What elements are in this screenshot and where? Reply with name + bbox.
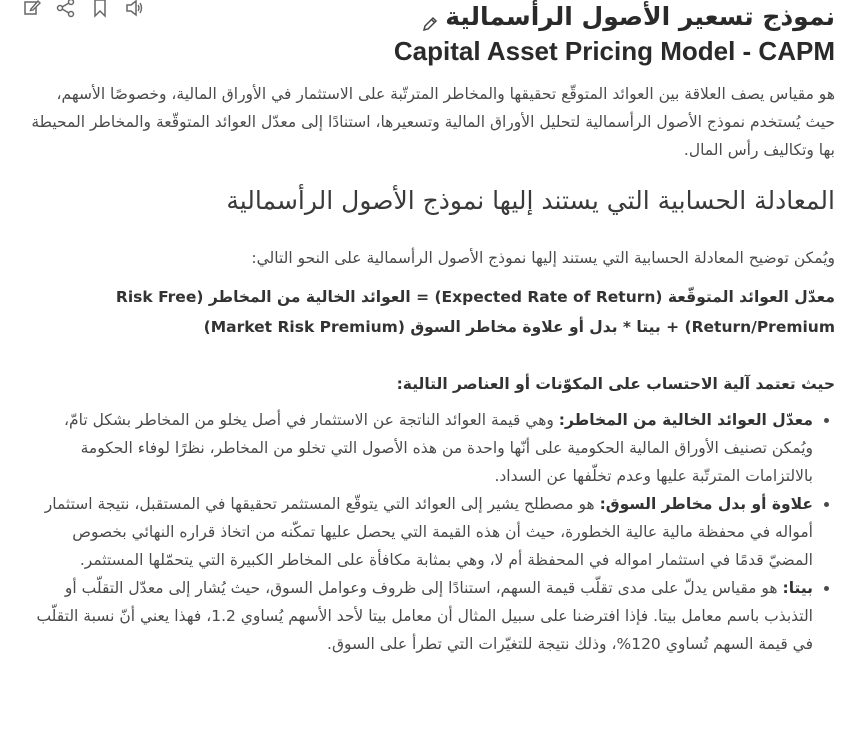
page-title-english: Capital Asset Pricing Model - CAPM bbox=[393, 36, 835, 66]
pencil-icon[interactable] bbox=[421, 8, 439, 26]
components-list bbox=[30, 406, 835, 658]
item-term: بيتا: bbox=[782, 579, 813, 597]
article bbox=[30, 0, 835, 658]
components-heading: حيث تعتمد آلية الاحتساب على المكوّنات أو العناصر التالية: bbox=[396, 375, 835, 393]
item-term: علاوة أو بدل مخاطر السوق: bbox=[599, 495, 813, 513]
explain-paragraph: ويُمكن توضيح المعادلة الحسابية التي يستند إليها نموذج الأصول الرأسمالية على النحو التالي: bbox=[251, 249, 835, 267]
list-item bbox=[30, 574, 813, 658]
title-text: نموذج تسعير الأصول الرأسمالية bbox=[445, 2, 835, 31]
item-text: وهي قيمة العوائد الناتجة عن الاستثمار في أصل يخلو من المخاطر بشكل تامّ، ويُمكن تصنيف الأوراق المالية الحكومية على أنّها واحدة من هذه الأصول التي تخلو من المخاطر، نظرًا لوفاء الحكومة بالالتزامات المترتّبة عليها وعدم تخلّفها عن السداد. bbox=[64, 411, 813, 485]
list-item bbox=[30, 406, 813, 490]
item-term: معدّل العوائد الخالية من المخاطر: bbox=[558, 411, 813, 429]
section-heading: المعادلة الحسابية التي يستند إليها نموذج الأصول الرأسمالية bbox=[226, 186, 835, 215]
item-text: هو مصطلح يشير إلى العوائد التي يتوقّع المستثمر تحقيقها في المستقبل، نتيجة استثمار أمواله في محفظة مالية عالية الخطورة، حيث أن هذه القيمة التي يحصل عليها تمكّنه من اتخاذ قراره النهائي بخصوص المضيّ قدمًا في استثمار امواله في المحفظة أم لا، وهي بمثابة مكافأة على المخاطر الكبيرة التي يتحمّلها المستثمر. bbox=[44, 495, 813, 569]
page-title-arabic bbox=[30, 0, 835, 34]
list-item bbox=[30, 490, 813, 574]
intro-paragraph: هو مقياس يصف العلاقة بين العوائد المتوقّع تحقيقها والمخاطر المترتّبة على الاستثمار في الأوراق المالية، وخصوصًا الأسهم، حيث يُستخدم نموذج الأصول الرأسمالية لتحليل الأوراق المالية وتسعيرها، استنادًا إلى معدّل العوائد المتوقّعة والمخاطر المحيطة بها وتكاليف رأس المال. bbox=[31, 85, 835, 159]
formula-paragraph: معدّل العوائد المتوقّعة (Expected Rate of Return) = العوائد الخالية من المخاطر (Risk Free Return/Premium) + بيتا * بدل أو علاوة مخاطر السوق (Market Risk Premium) bbox=[115, 288, 835, 336]
item-text: هو مقياس يدلّ على مدى تقلّب قيمة السهم، استنادًا إلى ظروف وعوامل السوق، حيث يُشار إلى معدّل التقلّب أو التذبذب باسم معامل بيتا. فإذا افترضنا على سبيل المثال أن معامل بيتا لأحد الأسهم يُساوي 1.2، فهذا يعني أنّ نسبة التقلّب في قيمة السهم تُساوي 120%، وذلك نتيجة للتغيّرات التي تطرأ على السوق. bbox=[36, 579, 813, 653]
